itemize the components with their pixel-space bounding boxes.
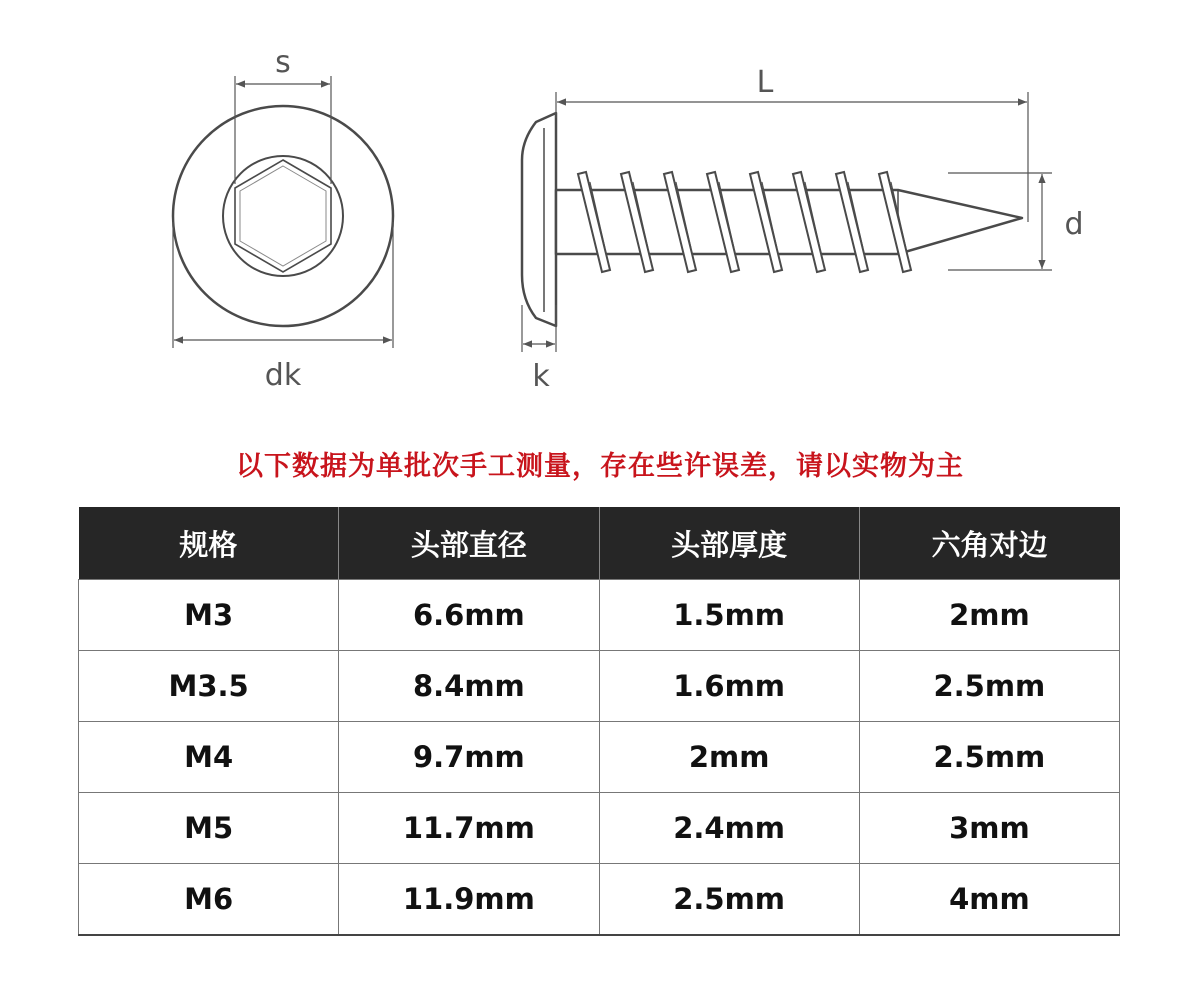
table-row	[79, 793, 1120, 864]
spec-table	[78, 507, 1120, 936]
table-cell: 2mm	[599, 722, 859, 793]
recess-circle	[223, 156, 343, 276]
hex-socket-inner	[240, 166, 326, 266]
table-cell: 8.4mm	[339, 651, 599, 722]
label-dk: dk	[264, 358, 302, 393]
label-k: k	[532, 359, 550, 394]
head-outer-circle	[173, 106, 393, 326]
table-header-cell: 头部直径	[339, 507, 599, 580]
table-header-row	[79, 507, 1120, 580]
table-cell: M4	[79, 722, 339, 793]
table-cell: 4mm	[859, 864, 1119, 936]
screw-dimension-drawing	[0, 0, 1200, 430]
table-row	[79, 651, 1120, 722]
table-body	[79, 580, 1120, 936]
table-cell: 2.5mm	[599, 864, 859, 936]
table-cell: M5	[79, 793, 339, 864]
table-cell: M3	[79, 580, 339, 651]
table-cell: 11.7mm	[339, 793, 599, 864]
table-cell: 2.5mm	[859, 722, 1119, 793]
head-top-view	[173, 106, 393, 326]
table-cell: 2mm	[859, 580, 1119, 651]
table-cell: 3mm	[859, 793, 1119, 864]
hex-socket	[235, 160, 331, 272]
label-L: L	[756, 65, 774, 100]
dim-s	[235, 76, 331, 184]
screw-shank	[556, 190, 1022, 254]
table-cell: 2.4mm	[599, 793, 859, 864]
table-cell: 2.5mm	[859, 651, 1119, 722]
table-cell: M3.5	[79, 651, 339, 722]
table-header-cell: 六角对边	[859, 507, 1119, 580]
dim-dk	[173, 222, 393, 348]
label-d: d	[1064, 207, 1084, 242]
measurement-disclaimer: 以下数据为单批次手工测量，存在些许误差，请以实物为主	[236, 451, 964, 482]
table-cell: 11.9mm	[339, 864, 599, 936]
table-header-cell: 规格	[179, 527, 238, 562]
table-row	[79, 864, 1120, 936]
table-cell: M6	[79, 864, 339, 936]
table-cell: 9.7mm	[339, 722, 599, 793]
screw-head-profile	[522, 113, 556, 326]
table-cell: 1.5mm	[599, 580, 859, 651]
table-row	[79, 580, 1120, 651]
label-s: s	[275, 45, 291, 80]
table-cell: 6.6mm	[339, 580, 599, 651]
table-header-cell: 头部厚度	[599, 507, 859, 580]
table-row	[79, 722, 1120, 793]
table-cell: 1.6mm	[599, 651, 859, 722]
